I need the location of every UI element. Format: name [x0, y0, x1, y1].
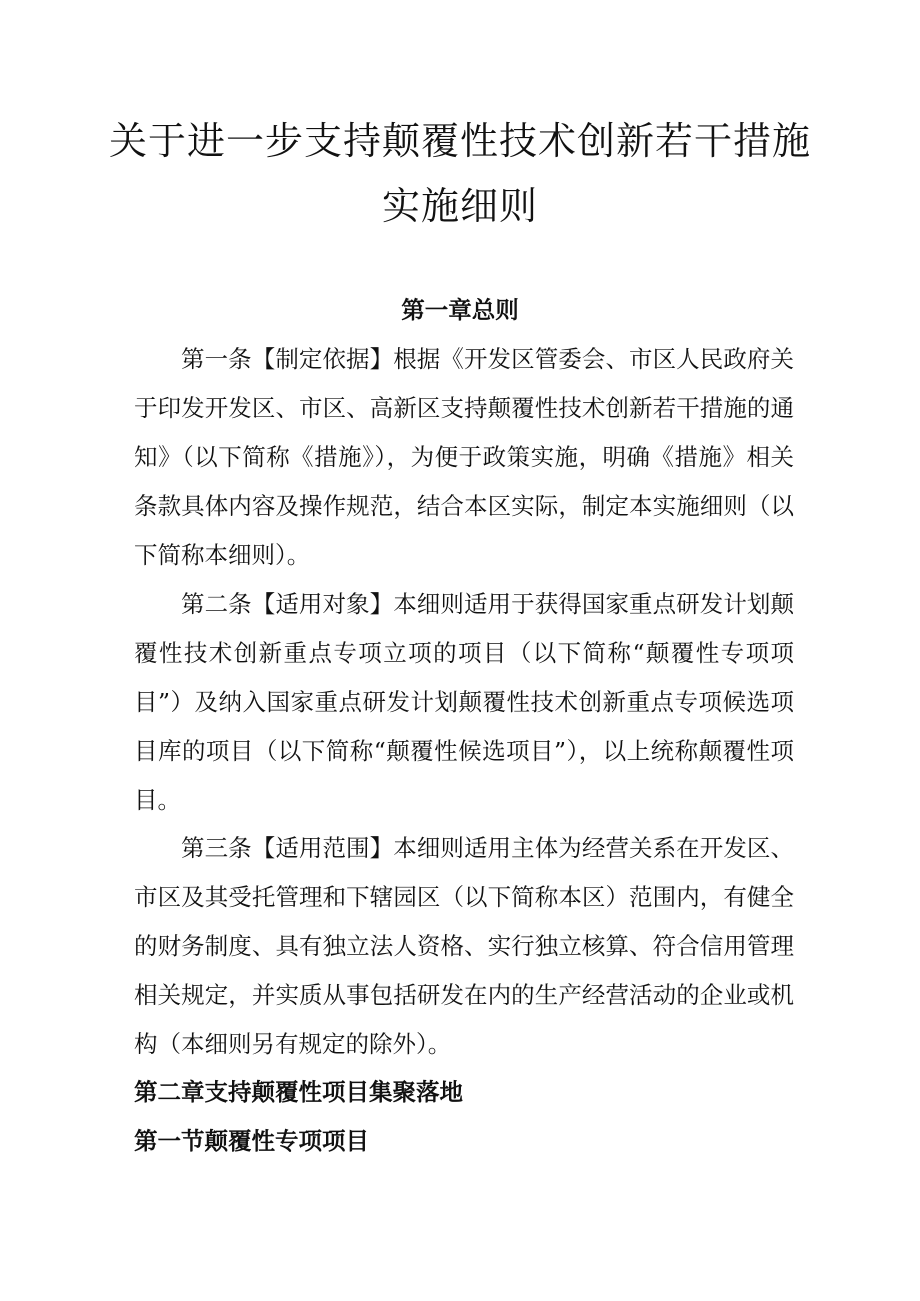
article-3-paragraph: 第三条【适用范围】本细则适用主体为经营关系在开发区、市区及其受托管理和下辖园区（以下简称本区）范围内，有健全的财务制度、具有独立法人资格、实行独立核算、符合信用管理相关规定，并实质从事包括研发在内的生产经营活动的企业或机构（本细则另有规定的除外）。	[134, 834, 794, 1058]
document-title-line-2: 实施细则	[381, 184, 538, 228]
document-title-line-1: 关于进一步支持颠覆性技术创新若干措施	[108, 119, 811, 163]
article-1-paragraph: 第一条【制定依据】根据《开发区管委会、市区人民政府关于印发开发区、市区、高新区支持颠覆性技术创新若干措施的通知》（以下简称《措施》），为便于政策实施，明确《措施》相关条款具体内容及操作规范，结合本区实际，制定本实施细则（以下简称本细则）。	[134, 345, 794, 569]
chapter-2-heading: 第二章支持颠覆性项目集聚落地	[134, 1078, 463, 1106]
section-1-heading: 第一节颠覆性专项项目	[134, 1127, 369, 1155]
article-2-paragraph: 第二条【适用对象】本细则适用于获得国家重点研发计划颠覆性技术创新重点专项立项的项目（以下简称“颠覆性专项项目”）及纳入国家重点研发计划颠覆性技术创新重点专项候选项目库的项目（以下简称“颠覆性候选项目”），以上统称颠覆性项目。	[134, 590, 794, 814]
chapter-1-heading: 第一章总则	[401, 296, 519, 324]
